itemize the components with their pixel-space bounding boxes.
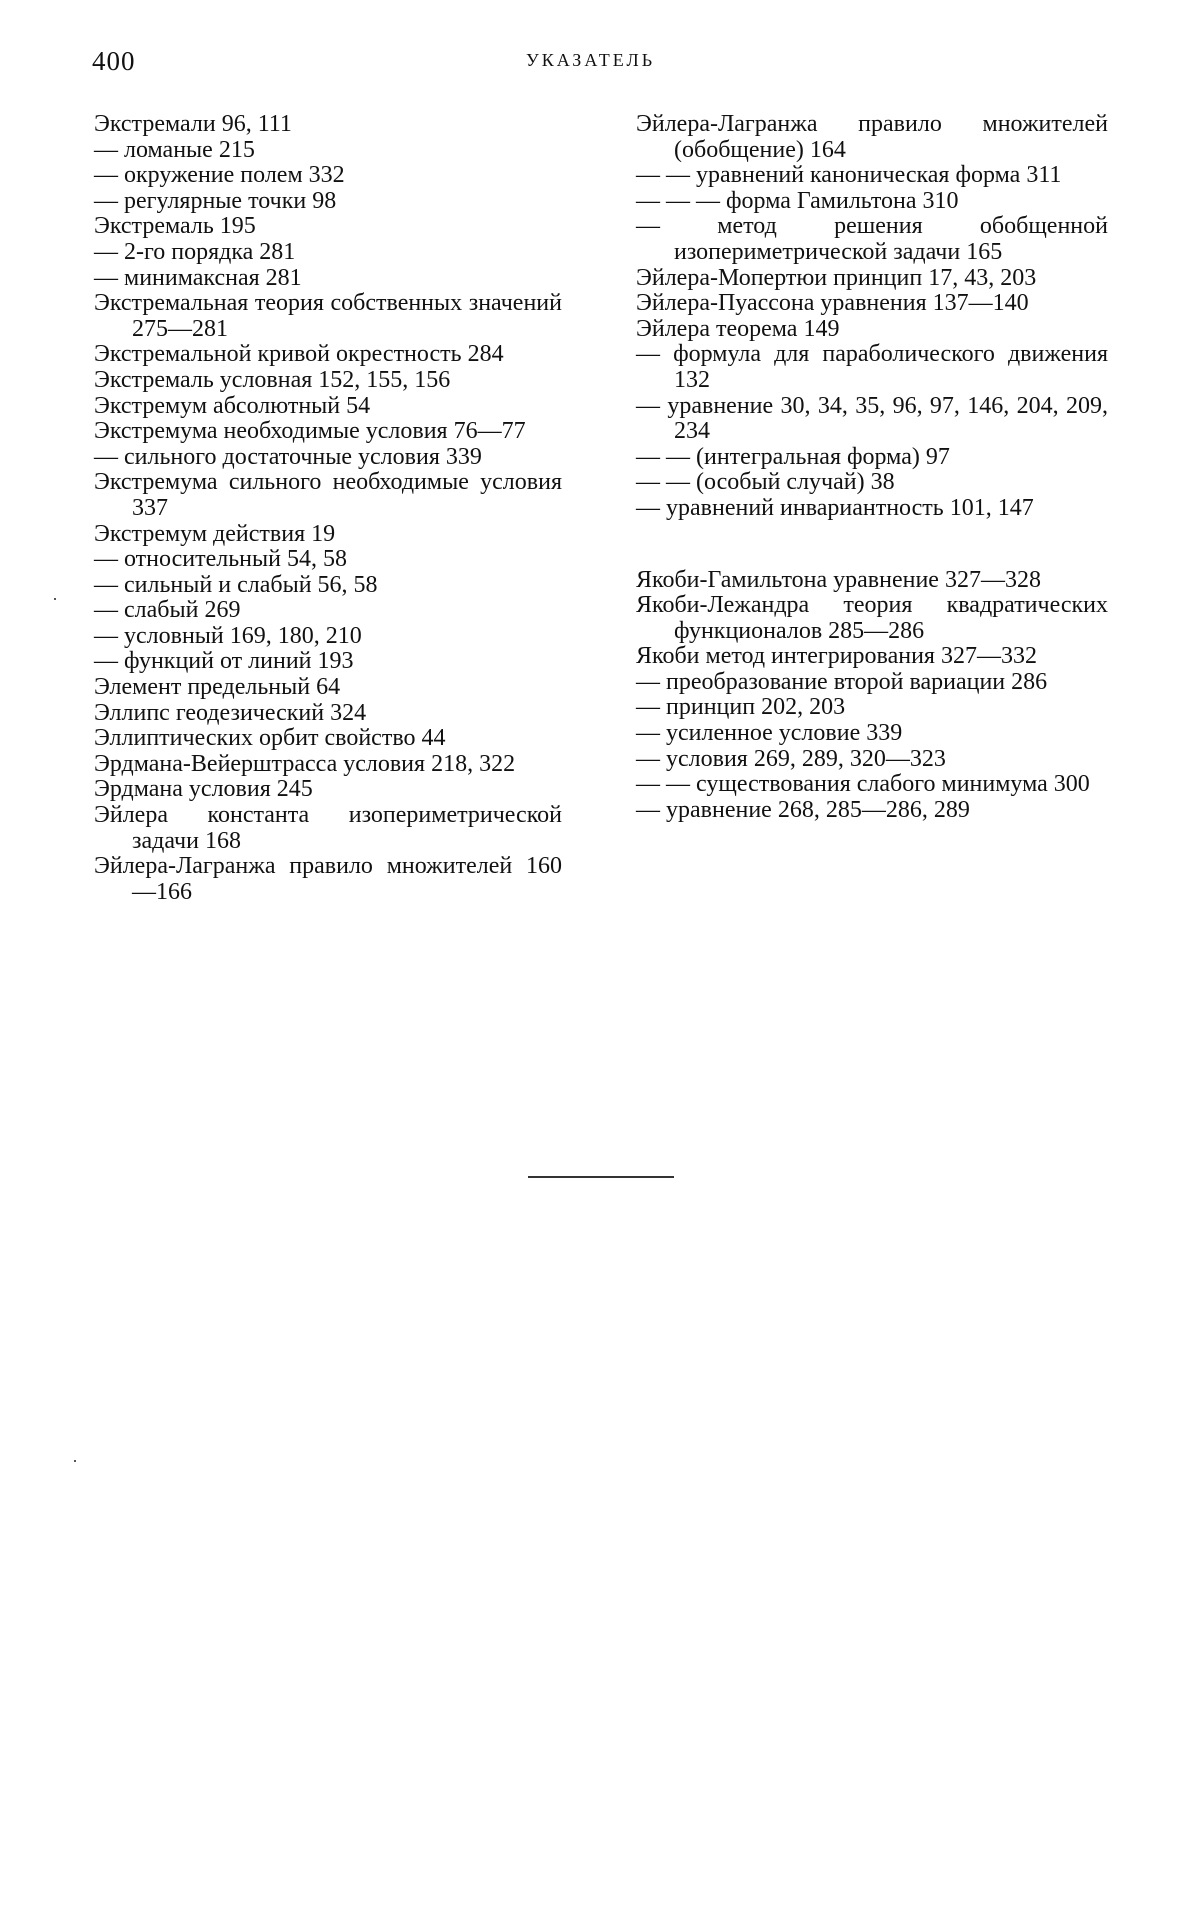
index-entry: Эллипс геодезический 324: [94, 699, 367, 726]
index-entry: — уравнений инвариантность 101, 147: [636, 494, 1034, 521]
scan-speck: [74, 1460, 76, 1462]
scan-speck: [54, 598, 56, 600]
index-entry: — уравнение 30, 34, 35, 96, 97, 146, 204, 209, 234: [636, 392, 1108, 445]
index-column-right: [636, 112, 1108, 823]
index-entry: Эллиптических орбит свойство 44: [94, 725, 446, 752]
index-entry: Якоби метод интегрирования 327—332: [636, 643, 1037, 670]
index-entry: Экстремали 96, 111: [94, 111, 292, 137]
index-entry: Экстремум абсолютный 54: [94, 392, 371, 419]
index-entry: — минимаксная 281: [94, 264, 302, 291]
index-entry: — формула для параболического движения 132: [636, 341, 1108, 393]
index-entry: — относительный 54, 58: [94, 546, 347, 573]
index-entry: — регулярные точки 98: [94, 187, 337, 214]
index-entry: — — (особый случай) 38: [636, 469, 895, 496]
index-entry: Эйлера константа изопериметрической задачи 168: [94, 802, 562, 854]
index-entry: — ломаные 215: [94, 136, 255, 163]
index-entry: Эйлера-Пуассона уравнения 137—140: [636, 290, 1029, 317]
index-entry: — уравнение 268, 285—286, 289: [636, 796, 970, 823]
index-entry: Якоби-Гамильтона уравнение 327—328: [636, 566, 1041, 593]
index-entry: — сильный и слабый 56, 58: [94, 571, 378, 598]
index-entry: Экстремума сильного необходимые условия 337: [94, 469, 562, 521]
index-entry: — — уравнений каноническая форма 311: [636, 162, 1062, 189]
index-entry: Экстремума необходимые условия 76—77: [94, 418, 526, 445]
index-entry: — условия 269, 289, 320—323: [636, 745, 946, 772]
index-entry: Эйлера-Мопертюи принцип 17, 43, 203: [636, 264, 1037, 291]
index-entry: Эйлера-Лагранжа правило множителей (обобщение) 164: [636, 111, 1108, 163]
index-entry: — функций от линий 193: [94, 648, 354, 675]
index-entry: Экстремум действия 19: [94, 520, 336, 547]
index-entry: Экстремальная теория собственных значений 275—281: [94, 290, 562, 342]
index-entry: — окружение полем 332: [94, 162, 345, 189]
page-number: 400: [92, 46, 136, 76]
page-header: [92, 40, 1112, 80]
index-entry: — метод решения обобщенной изопериметрической задачи 165: [636, 213, 1108, 265]
index-entry: — — — форма Гамильтона 310: [636, 187, 959, 214]
index-entry: — сильного достаточные условия 339: [94, 443, 482, 470]
letter-group-gap: [636, 522, 1108, 568]
index-entry: Экстремаль 195: [94, 213, 256, 240]
index-entry: Эрдмана условия 245: [94, 776, 313, 803]
index-entry: Эйлера теорема 149: [636, 315, 840, 342]
index-entry: — принцип 202, 203: [636, 694, 846, 721]
index-entry: Эрдмана-Вейерштрасса условия 218, 322: [94, 750, 516, 777]
index-entry: — — существования слабого минимума 300: [636, 771, 1090, 798]
index-entry: Экстремальной кривой окрестность 284: [94, 341, 504, 368]
index-entry: Элемент предельный 64: [94, 674, 341, 701]
index-entry: — — (интегральная форма) 97: [636, 443, 950, 470]
index-entry: — условный 169, 180, 210: [94, 622, 362, 649]
running-head: УКАЗАТЕЛЬ: [526, 50, 656, 70]
end-rule: [528, 1176, 674, 1178]
index-entry: Якоби-Лежандра теория квадратических функционалов 285—286: [636, 592, 1108, 644]
index-entry: — усиленное условие 339: [636, 720, 903, 747]
index-column-left: [94, 112, 562, 905]
index-entry: — преобразование второй вариации 286: [636, 668, 1048, 695]
index-entry: — слабый 269: [94, 597, 241, 624]
index-entry: — 2-го порядка 281: [94, 238, 296, 265]
index-entry: Экстремаль условная 152, 155, 156: [94, 366, 451, 393]
index-entry: Эйлера-Лагранжа правило множителей 160—166: [94, 853, 562, 905]
